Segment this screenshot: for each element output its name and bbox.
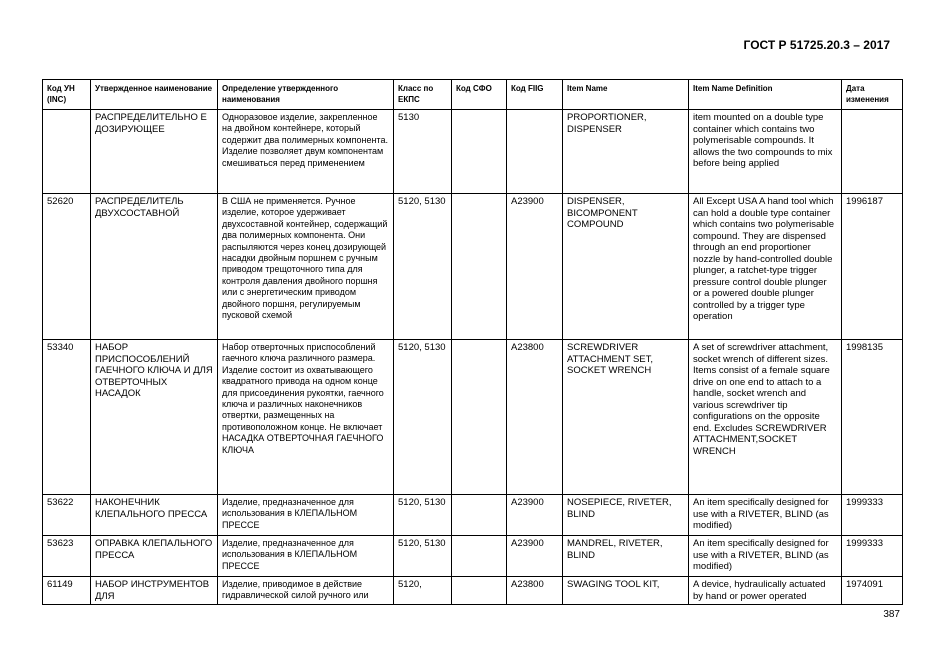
cell-date: 1996187 <box>842 194 903 340</box>
cell-item-name: MANDREL, RIVETER, BLIND <box>563 536 689 577</box>
cell-definition-ru: В США не применяется. Ручное изделие, которое удерживает двухсоставной контейнер, содержащий два полимерных компонента. Они распыляются через конец дозирующей насадки двойным поршнем с ручным приводом трещоточного типа для контроля давления двойного поршня или с энергетическим приводом двойного поршня, регулируемым пусковой схемой <box>218 194 394 340</box>
standard-header: ГОСТ Р 51725.20.3 – 2017 <box>743 38 890 52</box>
table-row <box>43 577 903 605</box>
cell-class: 5120, 5130 <box>394 340 452 495</box>
cell-code: 61149 <box>43 577 91 605</box>
cell-item-name: SWAGING TOOL KIT, <box>563 577 689 605</box>
cell-class: 5130 <box>394 110 452 194</box>
cell-name-ru: ОПРАВКА КЛЕПАЛЬНОГО ПРЕССА <box>91 536 218 577</box>
cell-sfo <box>452 194 507 340</box>
cell-fiig: A23900 <box>507 536 563 577</box>
cell-item-name: DISPENSER, BICOMPONENT COMPOUND <box>563 194 689 340</box>
cell-sfo <box>452 536 507 577</box>
cell-code <box>43 110 91 194</box>
cell-item-definition: A device, hydraulically actuated by hand or power operated <box>689 577 842 605</box>
column-header: Класс по ЕКПС <box>394 80 452 110</box>
cell-date: 1999333 <box>842 495 903 536</box>
cell-code: 53340 <box>43 340 91 495</box>
cell-item-definition: An item specifically designed for use with a RIVETER, BLIND (as modified) <box>689 536 842 577</box>
cell-class: 5120, 5130 <box>394 194 452 340</box>
data-table <box>42 79 903 605</box>
cell-class: 5120, <box>394 577 452 605</box>
table-row <box>43 340 903 495</box>
table-row <box>43 536 903 577</box>
cell-name-ru: НАБОР ИНСТРУМЕНТОВ ДЛЯ <box>91 577 218 605</box>
cell-item-definition: A set of screwdriver attachment, socket wrench of different sizes. Items consist of a female square drive on one end to attach to a handle, socket wrench and various screwdriver tip configurations on the opposite end. Excludes SCREWDRIVER ATTACHMENT,SOCKET WRENCH <box>689 340 842 495</box>
column-header: Код СФО <box>452 80 507 110</box>
cell-fiig: A23800 <box>507 577 563 605</box>
cell-sfo <box>452 110 507 194</box>
cell-definition-ru: Одноразовое изделие, закрепленное на двойном контейнере, который содержит два полимерных компонента. Изделие позволяет двум компонентам смешиваться перед применением <box>218 110 394 194</box>
cell-definition-ru: Изделие, предназначенное для использования в КЛЕПАЛЬНОМ ПРЕССЕ <box>218 536 394 577</box>
cell-code: 53622 <box>43 495 91 536</box>
cell-definition-ru: Изделие, предназначенное для использования в КЛЕПАЛЬНОМ ПРЕССЕ <box>218 495 394 536</box>
cell-definition-ru: Набор отверточных приспособлений гаечного ключа различного размера. Изделие состоит из охватывающего квадратного привода на одном конце для присоединения рукоятки, гаечного ключа и различных наконечников отвертки, размещенных на противоположном конце. Не включает НАСАДКА ОТВЕРТОЧНАЯ ГАЕЧНОГО КЛЮЧА <box>218 340 394 495</box>
column-header: Код УН (INC) <box>43 80 91 110</box>
cell-sfo <box>452 577 507 605</box>
cell-date: 1974091 <box>842 577 903 605</box>
column-header: Утвержденное наименование <box>91 80 218 110</box>
cell-fiig: A23900 <box>507 194 563 340</box>
cell-definition-ru: Изделие, приводимое в действие гидравлической силой ручного или <box>218 577 394 605</box>
cell-fiig <box>507 110 563 194</box>
table-header-row <box>43 80 903 110</box>
cell-item-definition: An item specifically designed for use with a RIVETER, BLIND (as modified) <box>689 495 842 536</box>
column-header: Определение утвержденного наименования <box>218 80 394 110</box>
cell-class: 5120, 5130 <box>394 536 452 577</box>
table-row <box>43 194 903 340</box>
table-row <box>43 110 903 194</box>
cell-class: 5120, 5130 <box>394 495 452 536</box>
cell-item-definition: item mounted on a double type container which contains two polymerisable compounds. It allows the two compounds to mix before being applied <box>689 110 842 194</box>
column-header: Код FIIG <box>507 80 563 110</box>
cell-date: 1999333 <box>842 536 903 577</box>
cell-item-name: NOSEPIECE, RIVETER, BLIND <box>563 495 689 536</box>
cell-sfo <box>452 495 507 536</box>
cell-code: 52620 <box>43 194 91 340</box>
cell-item-name: PROPORTIONER, DISPENSER <box>563 110 689 194</box>
cell-item-name: SCREWDRIVER ATTACHMENT SET, SOCKET WRENCH <box>563 340 689 495</box>
cell-fiig: A23900 <box>507 495 563 536</box>
cell-name-ru: НАБОР ПРИСПОСОБЛЕНИЙ ГАЕЧНОГО КЛЮЧА И ДЛЯ ОТВЕРТОЧНЫХ НАСАДОК <box>91 340 218 495</box>
cell-date: 1998135 <box>842 340 903 495</box>
cell-fiig: A23800 <box>507 340 563 495</box>
page-number: 387 <box>883 609 900 620</box>
cell-name-ru: РАСПРЕДЕЛИТЕЛЬ ДВУХСОСТАВНОЙ <box>91 194 218 340</box>
cell-code: 53623 <box>43 536 91 577</box>
column-header: Дата изменения <box>842 80 903 110</box>
column-header: Item Name <box>563 80 689 110</box>
cell-date <box>842 110 903 194</box>
column-header: Item Name Definition <box>689 80 842 110</box>
cell-sfo <box>452 340 507 495</box>
cell-name-ru: РАСПРЕДЕЛИТЕЛЬНО Е ДОЗИРУЮЩЕЕ <box>91 110 218 194</box>
cell-item-definition: All Except USA A hand tool which can hold a double type container which contains two polymerisable compound. They are dispensed through an end proportioner nozzle by hand-controlled double plunger, a ratchet-type trigger pressure control double plunger or a powered double plunger controlled by a trigger type operation <box>689 194 842 340</box>
table-row <box>43 495 903 536</box>
cell-name-ru: НАКОНЕЧНИК КЛЕПАЛЬНОГО ПРЕССА <box>91 495 218 536</box>
